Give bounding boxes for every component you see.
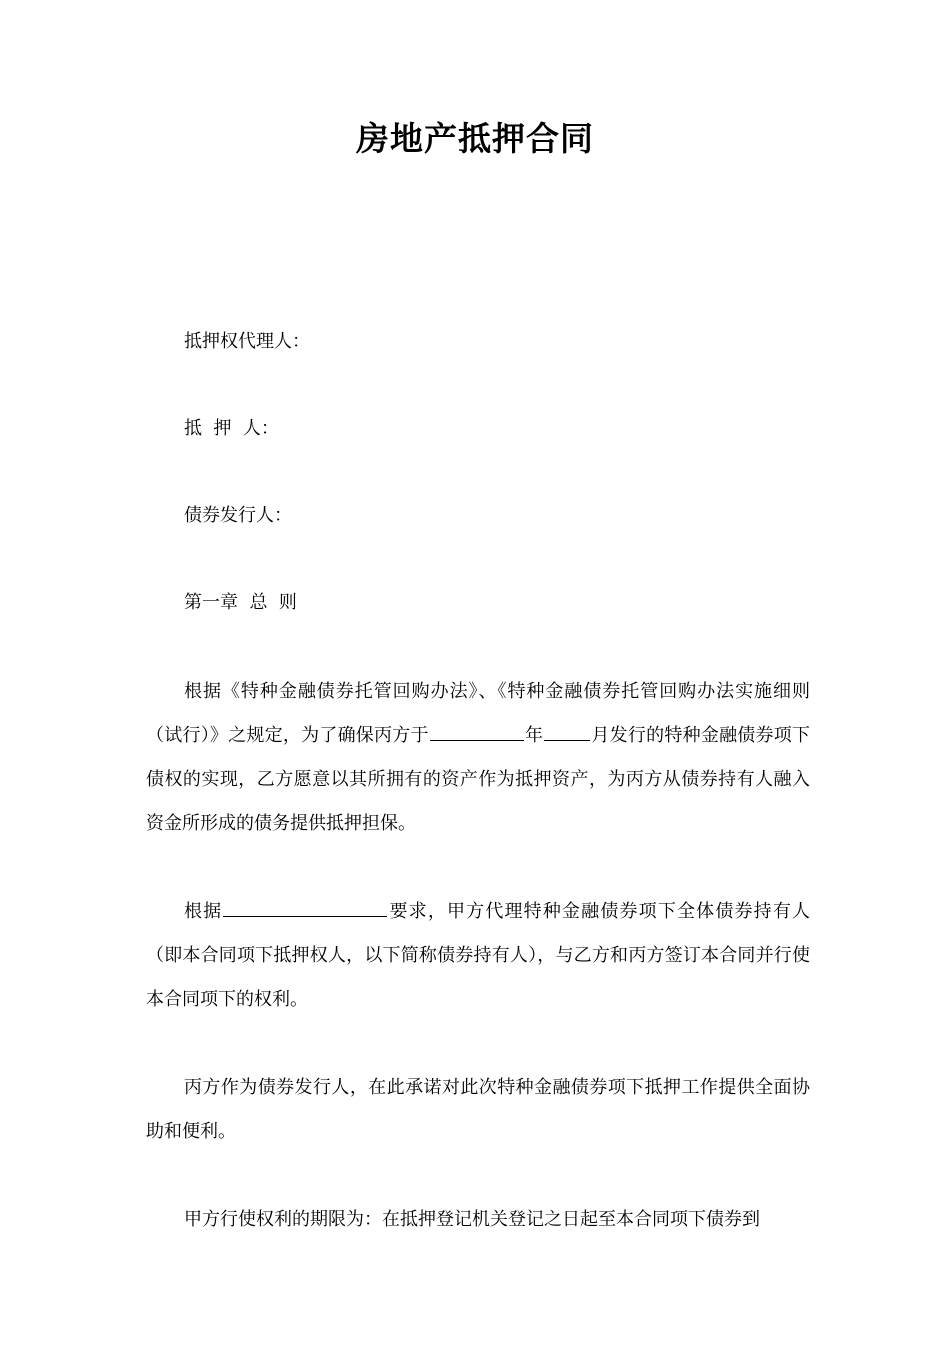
paragraph-text: 根据 — [184, 901, 223, 922]
paragraph-issuer-commitment: 丙方作为债券发行人，在此承诺对此次特种金融债券项下抵押工作提供全面协助和便利。 — [146, 1077, 810, 1142]
year-blank — [430, 722, 524, 741]
month-blank — [544, 722, 590, 741]
mortgagor-label: 抵 押 人： — [184, 418, 279, 439]
bond-issuer-label: 债券发行人： — [184, 505, 292, 526]
mortgage-agent-label: 抵押权代理人： — [184, 331, 310, 352]
paragraph-text: 月发行的特种金融债券项下债权的实现，乙方愿意以其所拥有的资产作为抵押资产，为丙方从债券持有人融入资金所形成的债务提供抵押担保。 — [146, 725, 811, 834]
document-title: 房地产抵押合同 — [356, 119, 594, 158]
paragraph-legal-basis — [146, 670, 810, 846]
paragraph-agency — [146, 890, 810, 1022]
paragraph-text: 要求，甲方代理特种金融债券项下全体债券持有人（即本合同项下抵押权人，以下简称债券持有人），与乙方和丙方签订本合同并行使本合同项下的权利。 — [146, 901, 811, 1010]
paragraph-term: 甲方行使权利的期限为：在抵押登记机关登记之日起至本合同项下债券到 — [184, 1209, 760, 1230]
requirement-blank — [223, 898, 387, 917]
paragraph-text: 根据《特种金融债券托管回购办法》、《特种金融债券托管回购办法实施细则（试行）》之规定，为了确保丙方于 — [146, 681, 810, 746]
paragraph-text: 年 — [524, 725, 544, 746]
chapter-heading: 第一章 总 则 — [184, 592, 297, 613]
